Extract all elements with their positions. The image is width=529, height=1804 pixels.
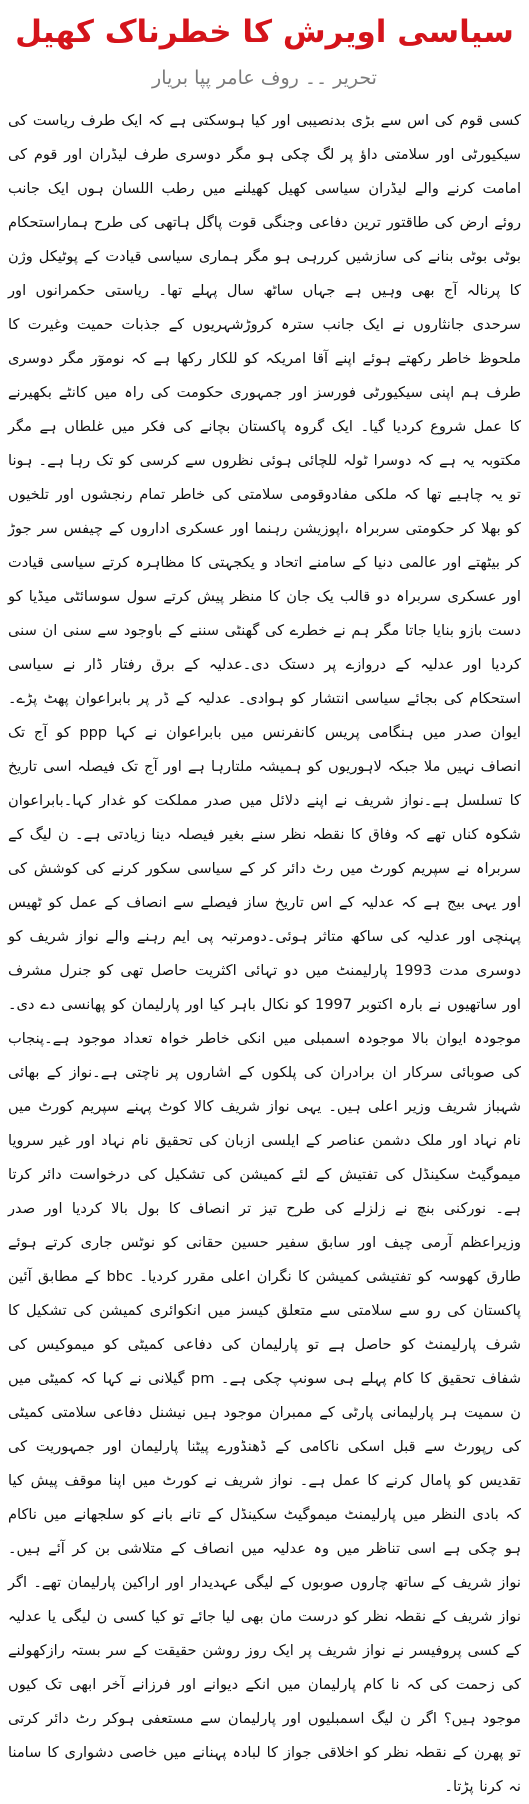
article-body: کسی قوم کی اس سے بڑی بدنصیبی اور کیا ہوسکتی ہے کہ ایک طرف ریاست کی سیکیورٹی اور سلامتی داؤ پر لگ چکی ہو مگر دوسری طرف لیڈران اور قوم کی امامت کرنے والے لیڈران سیاسی کھیل کھیلنے میں رطب اللسان ہوں ایک جانب روئے ارض کی طاقتور ترین دفاعی وجنگی قوت پاگل ہاتھی کی طرح ہماراستحکام بوٹی بوٹی بنانے کی سازشیں کررہی ہو مگر ہماری سیاسی قیادت کے پوٹیکل وژن کا پرنالہ آج بھی وہیں ہے جہاں ساٹھ سال پہلے تھا۔ ریاستی حکمرانوں اور سرحدی جانثاروں نے ایک جانب سترہ کروڑشہریوں کے جذبات حمیت وغیرت کا ملحوظ خاطر رکھتے ہوئے اپنے آقا امریکہ کو للکار رکھا ہے کہ نوموٓر مگر دوسری طرف ہم اپنی سیکیورٹی فورسز اور جمہوری حکومت کی راہ میں کانٹے بکھیرنے کا عمل شروع کردیا گیا۔ ایک گروہ پاکستان بچانے کی فکر میں غلطاں ہے مگر مکتوبہ یہ ہے کہ دوسرا ٹولہ للچائی ہوئی نظروں سے کرسی کو تک رہا ہے۔ ہونا تو یہ چاہیے تھا کہ ملکی مفادوقومی سلامتی کی خاطر تمام رنجشوں اور تلخیوں کو بھلا کر حکومتی سربراہ ،اپوزیشن رہنما اور عسکری اداروں کے چیفس سر جوڑ کر بیٹھتے اور عالمی دنیا کے سامنے اتحاد و یکجہتی کا مظاہرہ کرتے سیاسی قیادت اور عسکری سربراہ دو قالب یک جان کا منظر پیش کرتے سول سوسائٹی میڈیا کو دست بازو بنایا جاتا مگر ہم نے خطرے کی گھنٹی سننے کے باوجود سے سنی ان سنی کردیا اور عدلیہ کے دروازے پر دستک دی۔عدلیہ کے برق رفتار ڈار نے سیاسی استحکام کی بجائے سیاسی انتشار کو ہوادی۔ عدلیہ کے ڈر پر بابراعوان پھٹ پڑے۔ایوان صدر میں ہنگامی پریس کانفرنس میں بابراعوان نے کہا ppp کو آج تک انصاف نہیں ملا جبکہ لاہوریوں کو ہمیشہ ملتارہا ہے اور آج تک فیصلہ اسی تاریخ کا تسلسل ہے۔نواز شریف نے اپنے دلائل میں صدر مملکت کو غدار کہا۔بابراعوان شکوہ کناں تھے کہ وفاق کا نقطہ نظر سنے بغیر فیصلہ دینا زیادتی ہے۔ ن لیگ کے سربراہ نے سپریم کورٹ میں رٹ دائر کر کے سیاسی سکور کرنے کی کوشش کی اور یہی بیج ہے کہ عدلیہ کے اس تاریخ ساز فیصلے سے انصاف کے عمل کو ٹھیس پہنچی اور عدلیہ کی ساکھ متاثر ہوئی۔دومرتبہ پی ایم رہنے والے نواز شریف کو دوسری مدت 1993 پارلیمنٹ میں دو تہائی اکثریت حاصل تھی کو جنرل مشرف اور ساتھیوں نے بارہ اکتوبر 1997 کو نکال باہر کیا اور پارلیمان کو پھانسی دے دی۔ موجودہ ایوان بالا موجودہ اسمبلی میں انکی خاطر خواہ تعداد موجود ہے۔پنجاب کی صوبائی سرکار ان برادران کی پلکوں کے اشاروں پر ناچتی ہے۔نواز کے بھائی شہباز شریف وزیر اعلی ہیں۔ یہی نواز شریف کالا کوٹ پہنے سپریم کورٹ میں نام نہاد اور ملک دشمن عناصر کے ایلسی ازبان کی تحقیق نام نہاد اور غیر سرویا میموگیٹ سکینڈل کی تفتیش کے لئے کمیشن کی تشکیل کی درخواست دائر کرتا ہے۔ نورکنی بنچ نے زلزلے کی طرح تیز تر انصاف کا بول بالا کردیا اور صدر وزیراعظم آرمی چیف اور سابق سفیر حسین حقانی کو نوٹس جاری کرتے ہوئے طارق کھوسہ کو تفتیشی کمیشن کا نگران اعلی مقرر کردیا۔ bbc کے مطابق آئین پاکستان کی رو سے سلامتی سے متعلق کیسز میں انکوائری کمیشن کی تشکیل کا شرف پارلیمنٹ کو حاصل ہے تو پارلیمان کی دفاعی کمیٹی کو میموکیس کی شفاف تحقیق کا کام پہلے ہی سونپ چکی ہے۔ pm گیلانی نے کہا کہ کمیٹی میں ن سمیت ہر پارلیمانی پارٹی کے ممبران موجود ہیں نیشنل دفاعی سلامتی کمیٹی کی رپورٹ سے قبل اسکی ناکامی کے ڈھنڈورے پیٹنا پارلیمان اور جمہوریت کی تقدیس کو پامال کرنے کا عمل ہے۔ نواز شریف نے کورٹ میں اپنا موقف پیش کیا کہ بادی النظر میں پارلیمنٹ میموگیٹ سکینڈل کے تانے بانے کو سلجھانے میں ناکام ہو چکی ہے اسی تناظر میں وہ عدلیہ میں انصاف کے متلاشی بن کر آئے ہیں۔ نواز شریف کے ساتھ چاروں صوبوں کے لیگی عہدیدار اور اراکین پارلیمان تھے۔ اگر نواز شریف کے نقطہ نظر کو درست مان بھی لیا جائے تو کیا کسی ن لیگی یا عدلیہ کے کسی پروفیسر نے نواز شریف پر ایک روز روشن حقیقت کے سر بستہ رازکھولنے کی زحمت کی کہ نا کام پارلیمان میں انکے دیوانے اور فرزانے آخر ابھی تک کیوں موجود ہیں؟ اگر ن لیگ اسمبلیوں اور پارلیمان سے مستعفی ہوکر رٹ دائر کرتی تو پھرن کے نقطہ نظر کو اخلاقی جواز کا لبادہ پہنانے میں خاصی دشواری کا سامنا نہ کرنا پڑتا۔ bbox=[8, 112, 522, 1795]
article-headline: سیاسی اویرش کا خطرناک کھیل bbox=[15, 14, 514, 50]
article-byline: تحریر ۔۔ روف عامر پپا بریار bbox=[152, 67, 377, 89]
